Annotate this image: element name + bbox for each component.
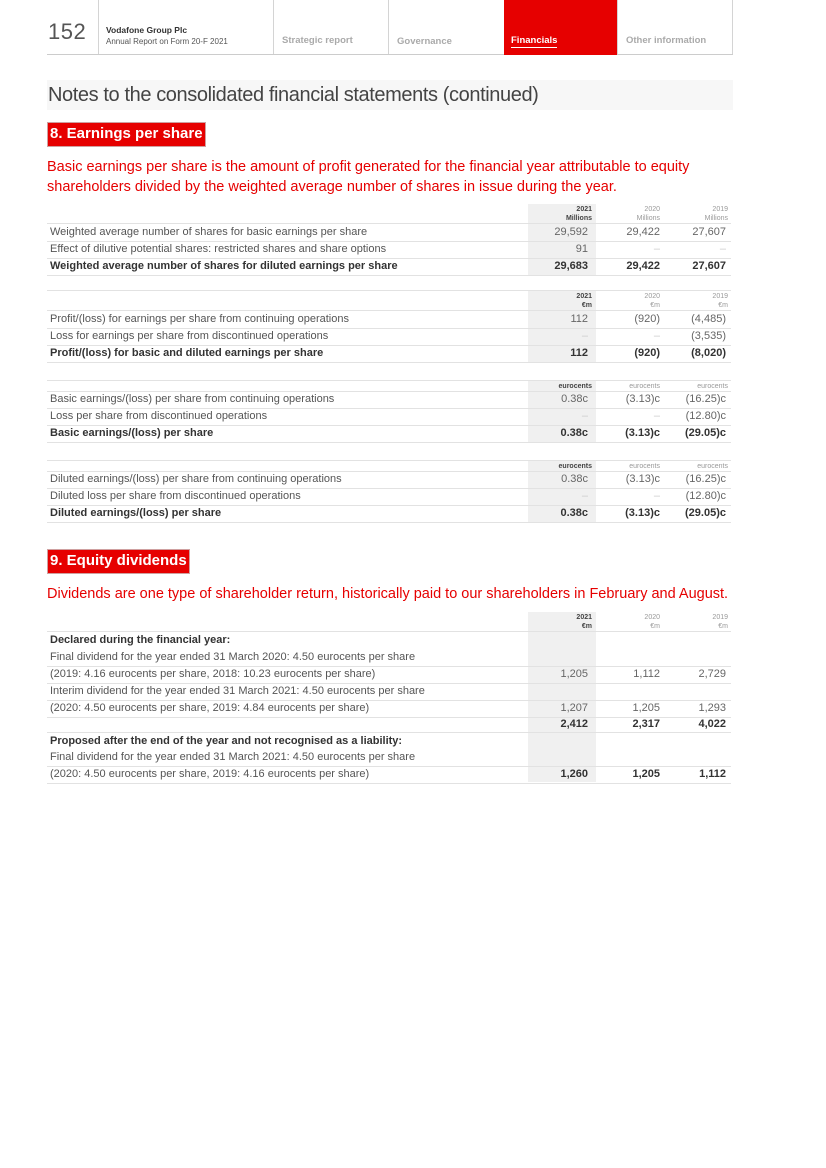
- row-label: Interim dividend for the year ended 31 March 2021: 4.50 eurocents per share: [50, 685, 425, 697]
- row-label: Diluted earnings/(loss) per share from continuing operations: [50, 473, 342, 485]
- value: 0.38c: [560, 507, 588, 519]
- value: (8,020): [691, 347, 726, 359]
- table-row-total: [47, 345, 731, 363]
- value: –: [719, 243, 726, 255]
- value: 29,683: [554, 260, 588, 272]
- col-unit: €m: [650, 302, 660, 309]
- value: 1,205: [632, 768, 660, 780]
- table-row-total: [47, 716, 731, 733]
- row-label: (2019: 4.16 eurocents per share, 2018: 10.23 eurocents per share): [50, 668, 376, 680]
- value: (3.13)c: [625, 473, 660, 485]
- value: 2,412: [560, 718, 588, 730]
- col-unit: Millions: [636, 215, 660, 222]
- row-label: (2020: 4.50 eurocents per share, 2019: 4.84 eurocents per share): [50, 702, 370, 714]
- col-unit: eurocents: [558, 463, 592, 470]
- col-unit: eurocents: [697, 383, 728, 390]
- value: 29,422: [626, 226, 660, 238]
- row-label: Proposed after the end of the year and not recognised as a liability:: [50, 735, 403, 747]
- col-unit: €m: [581, 302, 592, 309]
- table-row-total: [47, 425, 731, 443]
- table-row: [47, 391, 731, 409]
- col-unit: eurocents: [629, 383, 660, 390]
- report-name: Annual Report on Form 20-F 2021: [106, 37, 228, 46]
- value: (3.13)c: [625, 427, 660, 439]
- value: (16.25)c: [685, 473, 726, 485]
- table-row-total: [47, 258, 731, 276]
- nav-financials-label: Financials: [511, 35, 558, 46]
- value: (12.80)c: [685, 490, 726, 502]
- col-year: 2020: [644, 206, 660, 213]
- value: 0.38c: [561, 473, 588, 485]
- value: 1,205: [632, 702, 660, 714]
- value: 29,422: [626, 260, 660, 272]
- table-row: [47, 683, 731, 701]
- page-number: 152: [48, 19, 87, 44]
- col-year: 2021: [576, 293, 592, 300]
- page-title-bar: [47, 80, 733, 110]
- row-label: Final dividend for the year ended 31 March 2020: 4.50 eurocents per share: [50, 651, 416, 663]
- col-unit: Millions: [565, 215, 592, 222]
- table-row: [47, 311, 731, 329]
- value: 2,729: [698, 668, 726, 680]
- row-label: Profit/(loss) for earnings per share from continuing operations: [50, 313, 349, 325]
- nav-other-information[interactable]: Other information: [626, 35, 707, 46]
- row-label: Loss for earnings per share from discontinued operations: [50, 330, 329, 342]
- col-unit: €m: [650, 623, 660, 630]
- table-row: [47, 328, 731, 346]
- row-label: Final dividend for the year ended 31 March 2021: 4.50 eurocents per share: [50, 751, 416, 763]
- row-label: Effect of dilutive potential shares: restricted shares and share options: [50, 243, 387, 255]
- value: (920): [634, 313, 660, 325]
- value: 1,112: [699, 768, 726, 780]
- table-subheading: [47, 732, 731, 750]
- table-row-total: [47, 505, 731, 523]
- table-row: [47, 471, 731, 489]
- value: 112: [570, 347, 588, 359]
- value: (29.05)c: [685, 427, 726, 439]
- value: (16.25)c: [685, 393, 726, 405]
- col-unit: €m: [581, 623, 592, 630]
- row-label: Diluted loss per share from discontinued operations: [50, 490, 301, 502]
- value: –: [581, 490, 588, 502]
- value: –: [581, 330, 588, 342]
- row-label: (2020: 4.50 eurocents per share, 2019: 4.16 eurocents per share): [50, 768, 370, 780]
- col-year: 2020: [644, 293, 660, 300]
- section-8-heading: 8. Earnings per share: [47, 122, 206, 147]
- table-row: [47, 488, 731, 506]
- row-label: Profit/(loss) for basic and diluted earnings per share: [50, 347, 324, 359]
- nav-strategic-report[interactable]: Strategic report: [282, 35, 353, 46]
- col-unit: €m: [718, 302, 728, 309]
- col-year: 2019: [712, 614, 728, 621]
- row-label: Diluted earnings/(loss) per share: [50, 507, 222, 519]
- value: 1,260: [560, 768, 588, 780]
- value: –: [653, 490, 660, 502]
- section-9-intro: Dividends are one type of shareholder return, historically paid to our shareholders in February and August.: [47, 586, 729, 602]
- table-row: [47, 766, 731, 784]
- value: 2,317: [632, 718, 660, 730]
- col-unit: eurocents: [697, 463, 728, 470]
- value: 4,022: [698, 718, 726, 730]
- value: 27,607: [692, 226, 726, 238]
- nav-governance[interactable]: Governance: [397, 36, 452, 47]
- col-unit: eurocents: [629, 463, 660, 470]
- page-title: Notes to the consolidated financial statements (continued): [48, 84, 539, 106]
- value: 29,592: [554, 226, 588, 238]
- value: (12.80)c: [685, 410, 726, 422]
- row-label: Loss per share from discontinued operations: [50, 410, 268, 422]
- col-unit: €m: [718, 623, 728, 630]
- value: (3.13)c: [625, 393, 660, 405]
- value: 1,112: [633, 668, 660, 680]
- value: 1,293: [698, 702, 726, 714]
- row-label: Basic earnings/(loss) per share: [50, 427, 214, 439]
- table-row: [47, 666, 731, 684]
- section-9-heading: 9. Equity dividends: [47, 549, 190, 574]
- value: (4,485): [691, 313, 726, 325]
- value: 1,205: [560, 668, 588, 680]
- value: 112: [570, 313, 588, 325]
- company-name: Vodafone Group Plc: [106, 25, 188, 35]
- page-header: [47, 0, 733, 55]
- col-year: 2019: [712, 206, 728, 213]
- table-row: [47, 241, 731, 259]
- value: –: [653, 243, 660, 255]
- nav-financials[interactable]: [504, 0, 617, 55]
- section-8-intro: Basic earnings per share is the amount of profit generated for the financial year attributable to equity shareholders divided by the weighted average number of shares in issue during the year.: [47, 159, 690, 195]
- row-label: Weighted average number of shares for basic earnings per share: [50, 226, 368, 238]
- value: (920): [634, 347, 660, 359]
- value: 0.38c: [560, 427, 588, 439]
- value: 0.38c: [561, 393, 588, 405]
- value: 1,207: [560, 702, 588, 714]
- col-unit: eurocents: [558, 383, 592, 390]
- col-year: 2020: [644, 614, 660, 621]
- value: 27,607: [692, 260, 726, 272]
- value: (3.13)c: [625, 507, 660, 519]
- table-subheading: [47, 632, 731, 649]
- col-unit: Millions: [704, 215, 728, 222]
- table-row: [47, 408, 731, 426]
- col-year: 2021: [576, 206, 592, 213]
- col-year: 2019: [712, 293, 728, 300]
- row-label: Declared during the financial year:: [50, 634, 231, 646]
- value: (29.05)c: [685, 507, 726, 519]
- value: –: [653, 330, 660, 342]
- row-label: Basic earnings/(loss) per share from continuing operations: [50, 393, 335, 405]
- value: (3,535): [691, 330, 726, 342]
- row-label: Weighted average number of shares for diluted earnings per share: [50, 260, 398, 272]
- table-row: [47, 649, 731, 667]
- table-row: [47, 749, 731, 767]
- value: –: [653, 410, 660, 422]
- value: –: [581, 410, 588, 422]
- value: 91: [575, 243, 588, 255]
- col-year: 2021: [576, 614, 592, 621]
- table-row: [47, 224, 731, 242]
